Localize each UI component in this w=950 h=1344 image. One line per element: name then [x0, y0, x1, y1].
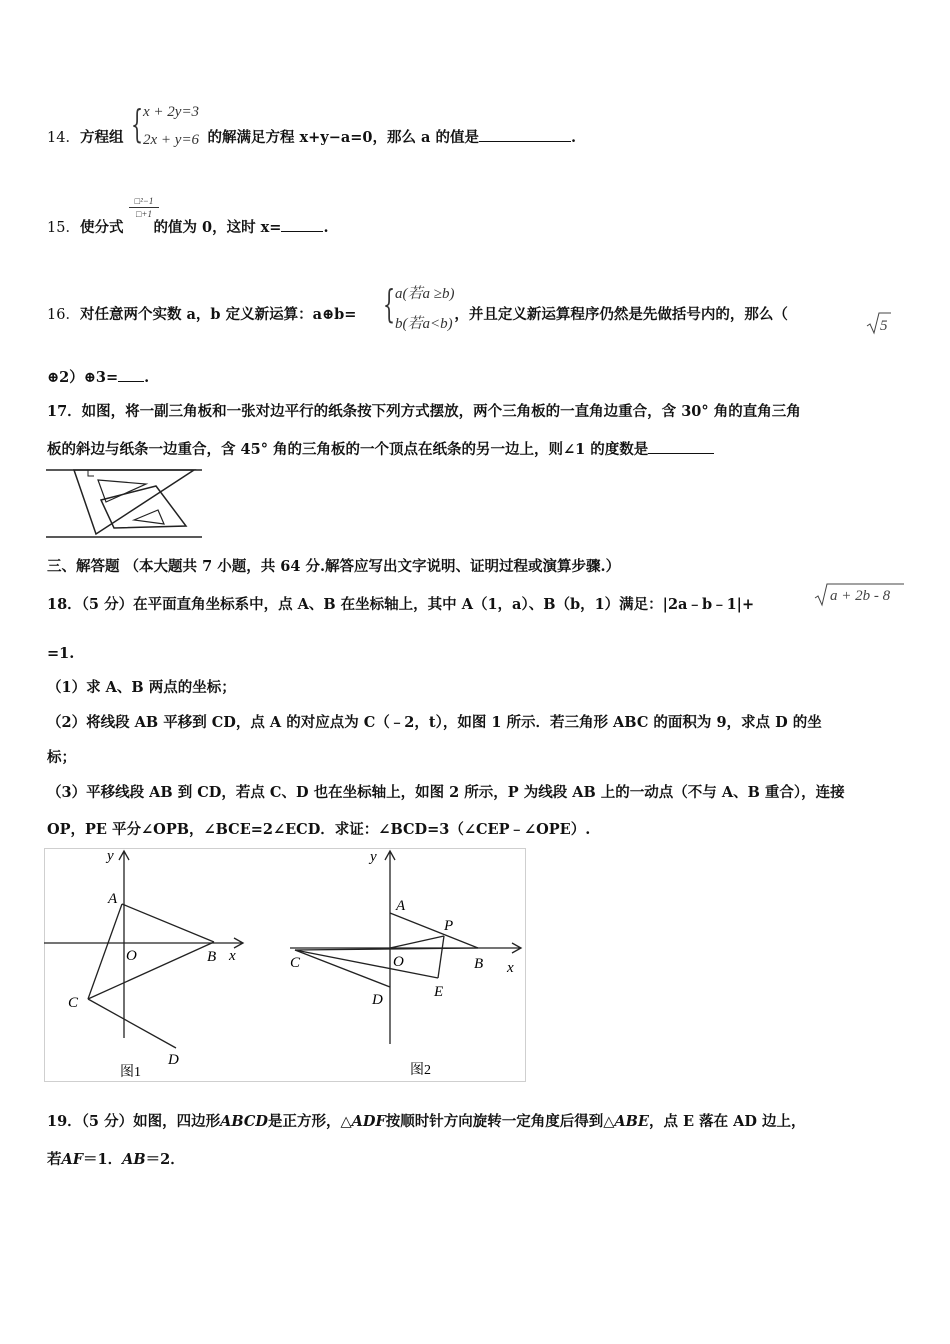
q15-prefix: 使分式 [79, 219, 124, 236]
fig2-segment-PE [438, 936, 444, 978]
fig1-segment-AC [88, 904, 122, 999]
q14-prefix: 方程组 [79, 129, 124, 146]
q18-line2: =1. [47, 645, 75, 662]
q16-number: 16． [47, 307, 80, 323]
fig2-segment-OP [390, 936, 444, 948]
figures-border [45, 849, 526, 1082]
q16-case2: b(若a<b) [395, 316, 453, 332]
fig2-label-C: C [290, 955, 301, 971]
fig1-label-x: x [229, 948, 236, 964]
q19-abcd: ABCD [220, 1113, 268, 1130]
triangle-45-inner [134, 510, 164, 524]
q16-answer-blank[interactable] [118, 381, 144, 382]
fig2-segment-CD [295, 950, 390, 987]
fig2-label-E: E [434, 984, 444, 1000]
fig2-label-B: B [474, 956, 484, 972]
q16-suffix: ，并且定义新运算程序仍然是先做括号内的，那么（ [454, 306, 788, 323]
q14-line: 14．方程组 的解满足方程 x+y−a=0，那么 a 的值是 . [47, 129, 577, 146]
q18-part1: （1）求 A、B 两点的坐标； [47, 679, 236, 696]
q17-line2: 板的斜边与纸条一边重合，含 45° 角的三角板的一个顶点在纸条的另一边上，则∠1 的度数是 [47, 440, 714, 460]
q17-answer-blank[interactable] [648, 453, 714, 454]
q16-sqrt5 [866, 310, 892, 336]
fig2-segment-AB [390, 913, 478, 948]
q17-line1: 17．如图，将一副三角板和一张对边平行的纸条按下列方式摆放，两个三角板的一直角边重合，含 30° 角的直角三角 [47, 403, 801, 420]
section-3-title: 三、解答题 （本大题共 7 小题，共 64 分.解答应写出文字说明、证明过程或演算步骤.） [47, 558, 621, 575]
q15-answer-blank[interactable] [281, 231, 323, 232]
triangle-30 [74, 470, 194, 534]
q15-suffix: 的值为 0，这时 x= [153, 219, 282, 236]
q18-part3-line1: （3）平移线段 AB 到 CD，若点 C、D 也在坐标轴上，如图 2 所示，P 为线段 AB 上的一动点（不与 A、B 重合），连接 [47, 784, 845, 801]
q16-case-definition: { a(若a ≥b) b(若a<b) [383, 282, 455, 332]
q14-suffix: 的解满足方程 x+y−a=0，那么 a 的值是 [207, 129, 479, 146]
fig2-label-P: P [444, 918, 454, 934]
q19-af: AF [61, 1151, 84, 1168]
q18-part3-line2: OP，PE 平分∠OPB，∠BCE=2∠ECD．求证：∠BCD=3（∠CEP﹣∠OPE）. [47, 821, 591, 838]
q16-sqrt-arg: 5 [880, 318, 888, 334]
q18-sqrt-expression [814, 582, 906, 608]
q19-abe: ABE [614, 1113, 649, 1130]
fig1-label-A: A [108, 891, 118, 907]
fig1-label-y: y [107, 848, 114, 864]
fig1-label-D: D [168, 1052, 179, 1068]
q14-equation-system: { x + 2y=3 2x + y=6 [131, 102, 200, 148]
q19-line1: 19．（5 分）如图，四边形ABCD是正方形，△ADF按顺时针方向旋转一定角度后得到△ABE，点 E 落在 AD 边上， [47, 1113, 806, 1130]
q19-ab: AB [122, 1151, 146, 1168]
angle-1-mark [88, 470, 94, 476]
fig1-label-C: C [68, 995, 79, 1011]
q17-figure [46, 466, 206, 542]
fig1-segment-AB [122, 904, 214, 942]
fig1-segment-BC [88, 942, 217, 999]
q19-line2: 若AF＝1．AB＝2． [47, 1151, 185, 1168]
q18-part2-line2: 标； [47, 749, 76, 766]
q18-figures [44, 848, 528, 1084]
q14-eq2: 2x + y=6 [143, 132, 200, 148]
q14-answer-blank[interactable] [479, 141, 571, 142]
fig2-segment-CE [295, 950, 438, 978]
q15-numerator: □²−1 [134, 196, 154, 206]
figure-1 [44, 848, 243, 1080]
q14-number: 14． [47, 130, 80, 146]
fig1-label-B: B [207, 949, 217, 965]
fig1-segment-CD [88, 999, 176, 1048]
q16-prefix: 对任意两个实数 a，b 定义新运算：a⊕b= [79, 306, 357, 323]
q15-fraction [129, 196, 159, 219]
q15-denominator: □+1 [135, 209, 152, 219]
fig1-caption: 图1 [120, 1065, 141, 1080]
fig2-label-y: y [370, 849, 377, 865]
q18-part2-line1: （2）将线段 AB 平移到 CD，点 A 的对应点为 C（﹣2，t），如图 1 所示．若三角形 ABC 的面积为 9，求点 D 的坐 [47, 714, 822, 731]
fig2-caption: 图2 [410, 1063, 431, 1078]
fig1-label-O: O [126, 948, 137, 964]
q19-adf: ADF [351, 1113, 386, 1130]
q18-line1: 18．（5 分）在平面直角坐标系中，点 A、B 在坐标轴上，其中 A（1，a）、B（b，1）满足：|2a﹣b﹣1|+ [47, 596, 755, 613]
q15-number: 15． [47, 220, 80, 236]
q16-case1: a(若a ≥b) [395, 286, 455, 302]
fig2-label-x: x [507, 960, 514, 976]
q14-eq1: x + 2y=3 [143, 104, 200, 120]
q18-sqrt-arg: a + 2b - 8 [830, 588, 891, 604]
fig2-label-A: A [396, 898, 406, 914]
q16-line2-start: ⊕2）⊕3= [47, 369, 119, 386]
fig2-label-O: O [393, 954, 404, 970]
q15-line: 15．使分式 的值为 0，这时 x= . [47, 219, 329, 236]
figure-2 [290, 849, 521, 1078]
fig2-label-D: D [372, 992, 383, 1008]
q16-line2: ⊕2）⊕3= . [47, 369, 150, 386]
